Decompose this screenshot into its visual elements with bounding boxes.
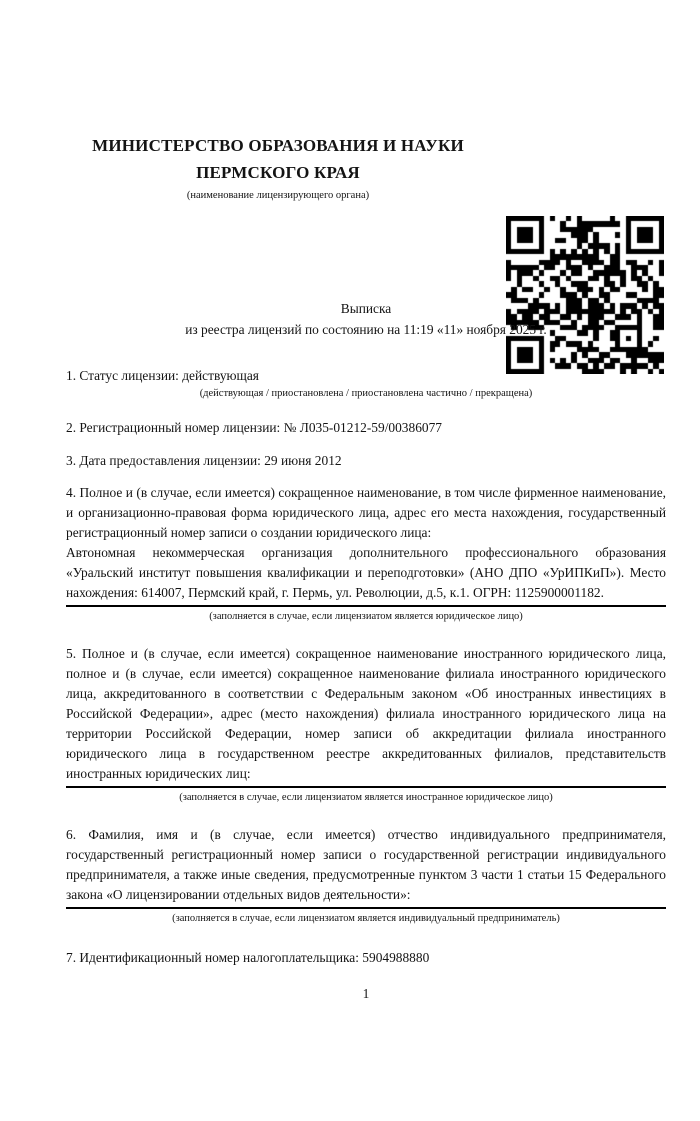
license-status-options-caption: (действующая / приостановлена / приостановлена частично / прекращена) [199, 388, 533, 399]
foreign-entity-prompt: 5. Полное и (в случае, если имеется) сокращенное наименование иностранного юридического лица, полное и (в случае, если имеется) сокращенное наименование филиала иностранного юридического лица, аккредитованного в соответствии с Федеральным законом «Об иностранных инвестициях в Российской Федерации», адрес (место нахождения) филиала иностранного юридического лица на территории Российской Федерации, номер записи об аккредитации филиала иностранного юридического лица в государственном реестре аккредитованных филиалов, представительств иностранных юридических лиц: [66, 646, 666, 781]
registration-number-text: 2. Регистрационный номер лицензии: № Л035-01212-59/00386077 [66, 420, 442, 435]
foreign-entity-caption: (заполняется в случае, если лицензиатом является иностранное юридическое лицо) [179, 792, 553, 803]
page-number: 1 [362, 986, 370, 1001]
grant-date-text: 3. Дата предоставления лицензии: 29 июня 2012 [66, 453, 342, 468]
legal-entity-caption: (заполняется в случае, если лицензиатом является юридическое лицо) [209, 611, 523, 622]
license-status-text: 1. Статус лицензии: действующая [66, 368, 259, 383]
ministry-name-line2: ПЕРМСКОГО КРАЯ [196, 163, 360, 182]
document-body [66, 298, 666, 1004]
fill-in-line [66, 605, 666, 607]
document-title-line1: Выписка [340, 301, 392, 316]
section-taxpayer-id [66, 948, 666, 968]
document-header [0, 132, 700, 203]
legal-entity-value: Автономная некоммерческая организация дополнительного профессионального образования «Уральский институт повышения квалификации и переподготовки» (АНО ДПО «УрИПКиП»). Место нахождения: 614007, Пермский край, г. Пермь, ул. Революции, д.5, к.1. ОГРН: 1125900001182. [66, 545, 666, 600]
ministry-name-block [66, 132, 490, 203]
section-individual-entrepreneur [66, 825, 666, 926]
legal-entity-prompt: 4. Полное и (в случае, если имеется) сокращенное наименование, в том числе фирменное наименование, и организационно-правовая форма юридического лица, адрес его места нахождения, государственный регистрационный номер записи о создании юридического лица: [66, 485, 666, 540]
section-foreign-entity [66, 644, 666, 805]
section-legal-entity [66, 483, 666, 624]
document-title-line2: из реестра лицензий по состоянию на 11:19 «11» ноября 2025 г. [185, 322, 547, 337]
taxpayer-id-text: 7. Идентификационный номер налогоплательщика: 5904988880 [66, 950, 430, 965]
entrepreneur-prompt: 6. Фамилия, имя и (в случае, если имеется) отчество индивидуального предпринимателя, государственный регистрационный номер записи о государственной регистрации индивидуального предпринимателя, а также иные сведения, предусмотренные пунктом 3 части 1 статьи 15 Федерального закона «О лицензировании отдельных видов деятельности»: [66, 827, 666, 902]
section-registration-number [66, 418, 666, 438]
section-license-status [66, 366, 666, 401]
entrepreneur-caption: (заполняется в случае, если лицензиатом является индивидуальный предприниматель) [172, 913, 560, 924]
document-page [0, 132, 700, 1121]
section-grant-date [66, 451, 666, 471]
fill-in-line [66, 907, 666, 909]
ministry-caption: (наименование лицензирующего органа) [186, 190, 370, 201]
document-title [66, 298, 666, 340]
fill-in-line [66, 786, 666, 788]
ministry-name-line1: МИНИСТЕРСТВО ОБРАЗОВАНИЯ И НАУКИ [92, 136, 464, 155]
